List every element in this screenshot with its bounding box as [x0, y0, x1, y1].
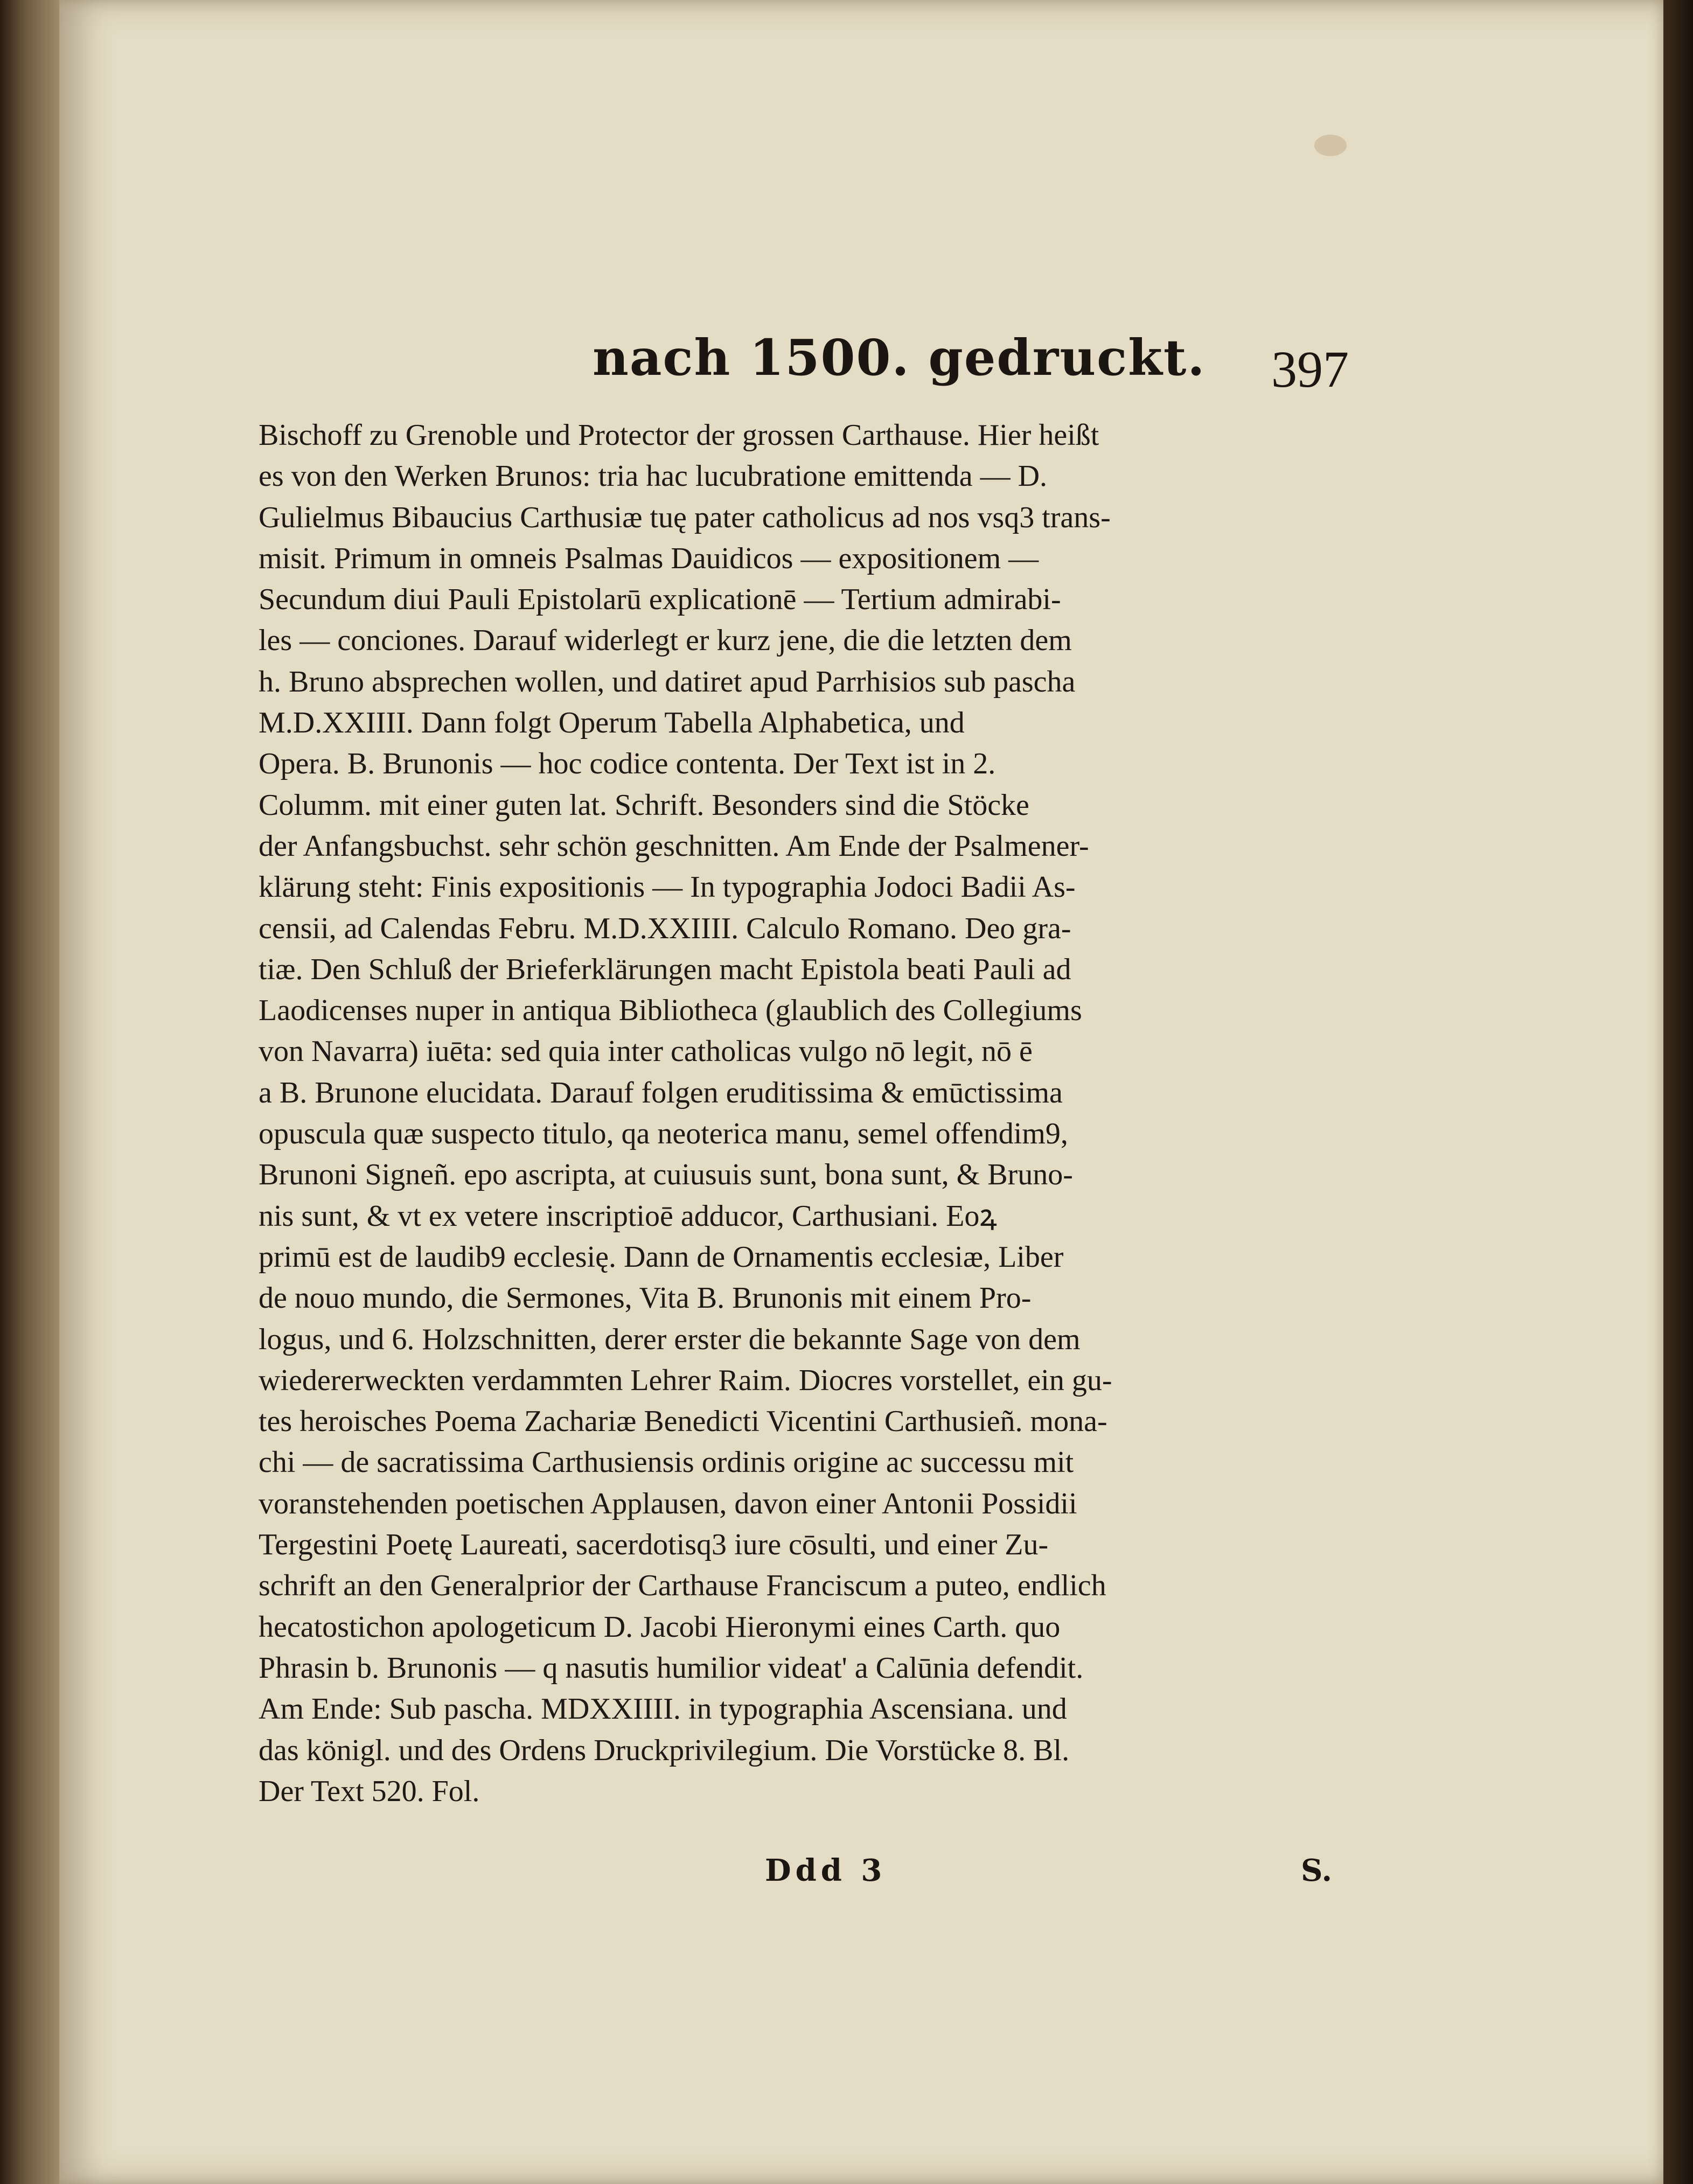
text-line: de nouo mundo, die Sermones, Vita B. Brunonis mit einem Pro- — [259, 1281, 1032, 1315]
text-line: von Navarra) iuēta: sed quia inter catholicas vulgo nō legit, nō ē — [259, 1035, 1033, 1069]
running-title: nach 1500. gedruckt. — [593, 329, 1206, 387]
text-line: Columm. mit einer guten lat. Schrift. Besonders sind die Stöcke — [259, 788, 1029, 822]
text-line: logus, und 6. Holzschnitten, derer erster die bekannte Sage von dem — [259, 1322, 1081, 1356]
text-line: les — conciones. Darauf widerlegt er kurz jene, die die letzten dem — [259, 624, 1072, 658]
text-line: Bischoff zu Grenoble und Protector der grossen Carthause. Hier heißt — [259, 418, 1099, 452]
text-line: h. Bruno absprechen wollen, und datiret apud Parrhisios sub pascha — [259, 665, 1076, 699]
text-line: tes heroisches Poema Zachariæ Benedicti Vicentini Carthusieñ. mona- — [259, 1405, 1107, 1439]
text-line: chi — de sacratissima Carthusiensis ordinis origine ac successu mit — [259, 1446, 1074, 1480]
right-book-edge — [1663, 0, 1693, 2184]
text-line: censii, ad Calendas Febru. M.D.XXIIII. Calculo Romano. Deo gra- — [259, 911, 1071, 945]
text-line: voranstehenden poetischen Applausen, davon einer Antonii Possidii — [259, 1487, 1077, 1520]
signature-mark: Ddd 3 — [765, 1853, 887, 1888]
text-line: hecatostichon apologeticum D. Jacobi Hieronymi eines Carth. quo — [259, 1610, 1061, 1644]
text-line: tiæ. Den Schluß der Brieferklärungen macht Epistola beati Pauli ad — [259, 952, 1071, 986]
page-number: 397 — [1271, 340, 1349, 398]
text-line: es von den Werken Brunos: tria hac lucubratione emittenda — D. — [259, 459, 1048, 493]
text-line: Brunoni Signeñ. epo ascripta, at cuiusuis sunt, bona sunt, & Bruno- — [259, 1158, 1073, 1192]
text-line: Am Ende: Sub pascha. MDXXIIII. in typographia Ascensiana. und — [259, 1692, 1067, 1726]
text-line: der Anfangsbuchst. sehr schön geschnitten. Am Ende der Psalmener- — [259, 829, 1089, 863]
text-line: a B. Brunone elucidata. Darauf folgen eruditissima & emūctissima — [259, 1076, 1063, 1110]
text-line: schrift an den Generalprior der Carthause Franciscum a puteo, endlich — [259, 1569, 1106, 1603]
text-line: Secundum diui Pauli Epistolarū explicationē — Tertium admirabi- — [259, 583, 1061, 617]
text-line: nis sunt, & vt ex vetere inscriptioē adducor, Carthusiani. Eoꝝ — [259, 1199, 997, 1233]
text-line: Der Text 520. Fol. — [259, 1774, 480, 1808]
paper-stain — [1314, 135, 1347, 156]
text-line: Laodicenses nuper in antiqua Bibliotheca (glaublich des Collegiums — [259, 994, 1082, 1028]
text-line: das königl. und des Ordens Druckprivilegium. Die Vorstücke 8. Bl. — [259, 1733, 1070, 1767]
text-line: primū est de laudib9 ecclesię. Dann de Ornamentis ecclesiæ, Liber — [259, 1240, 1064, 1274]
text-line: wiedererweckten verdammten Lehrer Raim. Diocres vorstellet, ein gu- — [259, 1363, 1112, 1397]
text-line: Phrasin b. Brunonis — q nasutis humilior videat' a Calūnia defendit. — [259, 1651, 1084, 1685]
body-text — [259, 415, 1363, 1812]
text-line: klärung steht: Finis expositionis — In typographia Jodoci Badii As- — [259, 870, 1076, 904]
text-line: opuscula quæ suspecto titulo, qa neoterica manu, semel offendim9, — [259, 1117, 1068, 1151]
text-line: Opera. B. Brunonis — hoc codice contenta. Der Text ist in 2. — [259, 747, 996, 781]
text-line: Tergestini Poetę Laureati, sacerdotisq3 iure cōsulti, und einer Zu- — [259, 1528, 1049, 1562]
text-line: M.D.XXIIII. Dann folgt Operum Tabella Alphabetica, und — [259, 706, 965, 740]
previous-page-edge — [0, 0, 65, 2184]
text-line: misit. Primum in omneis Psalmas Dauidicos — expositionem — — [259, 541, 1039, 575]
text-line: Gulielmus Bibaucius Carthusiæ tuę pater catholicus ad nos vsq3 trans- — [259, 500, 1111, 534]
catchword: S. — [1301, 1853, 1332, 1888]
